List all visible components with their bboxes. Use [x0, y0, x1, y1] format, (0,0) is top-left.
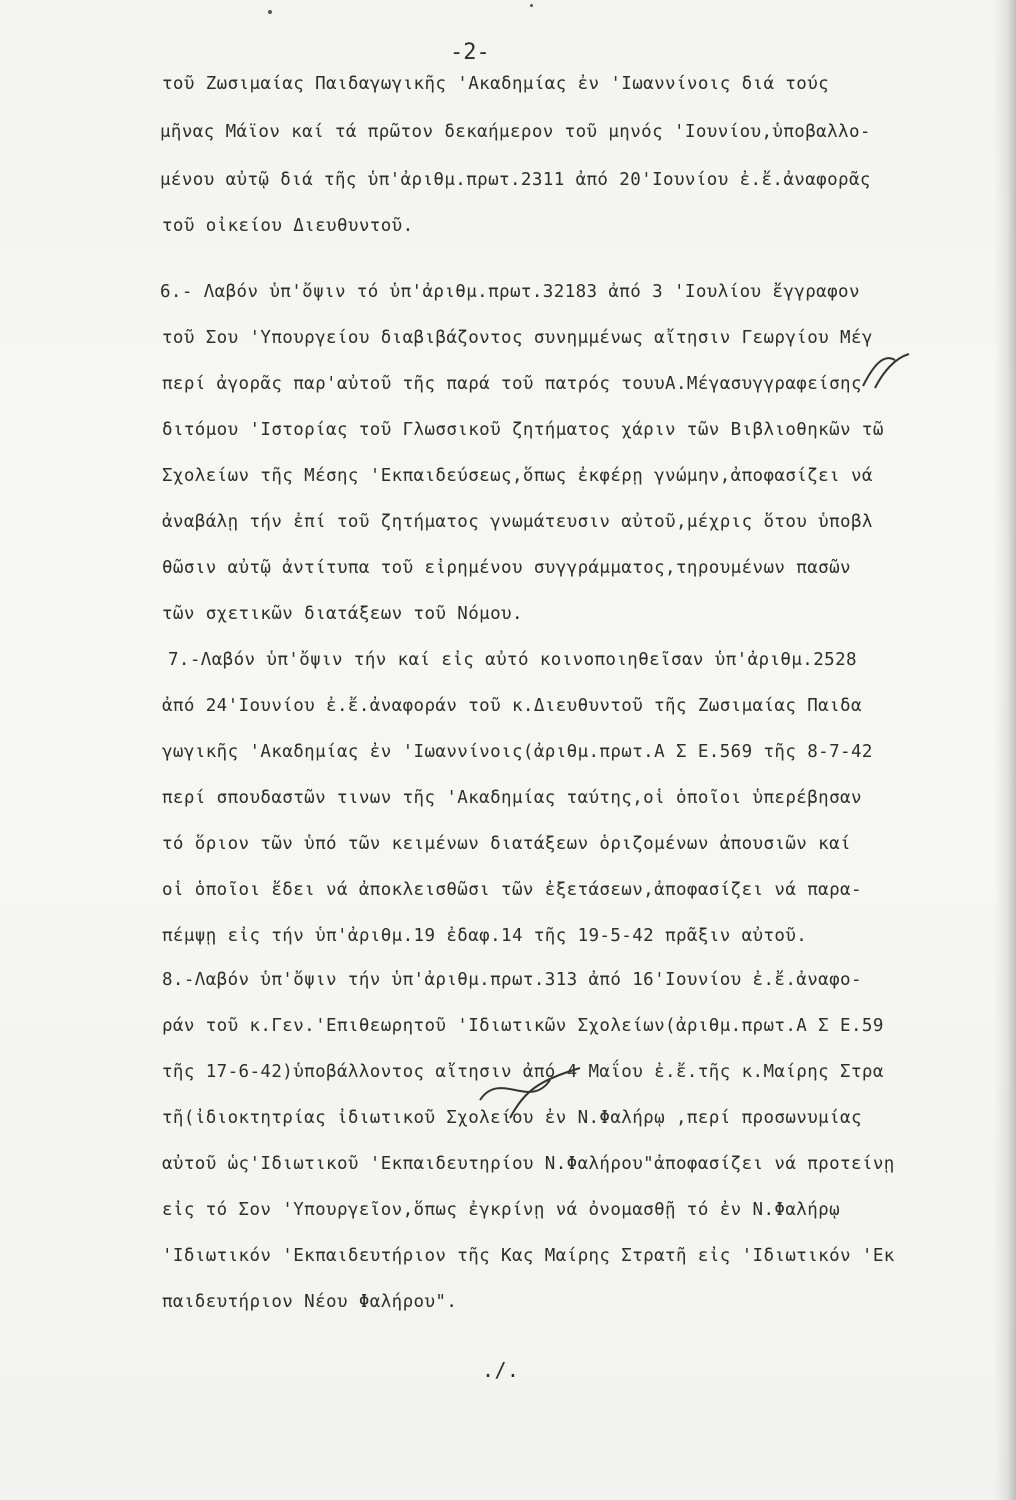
- text-line: τοῦ Ζωσιμαίας Παιδαγωγικῆς 'Ακαδημίας ἐν 'Ιωαννίνοις διά τούς: [162, 74, 830, 94]
- paper-speck: [530, 4, 533, 7]
- text-line: πέμψῃ εἰς τήν ὑπ'ἀριθμ.19 ἐδαφ.14 τῆς 19-5-42 πρᾶξιν αὐτοῦ.: [162, 926, 808, 946]
- text-line: 7.-Λαβόν ὑπ'ὄψιν τήν καί εἰς αὐτό κοινοποιηθεῖσαν ὑπ'ἀριθμ.2528: [168, 650, 857, 670]
- text-line: 6.- Λαβόν ὑπ'ὄψιν τό ὑπ'ἀριθμ.πρωτ.32183 ἀπό 3 'Ιουλίου ἔγγραφον: [160, 282, 860, 302]
- text-line: 8.-Λαβόν ὑπ'ὄψιν τήν ὑπ'ἀριθμ.πρωτ.313 ἀπό 16'Ιουνίου ἐ.ἔ.ἀναφο-: [162, 970, 862, 990]
- text-line: γωγικῆς 'Ακαδημίας ἐν 'Ιωαννίνοις(ἀριθμ.πρωτ.Α Σ Ε.569 τῆς 8-7-42: [162, 742, 873, 762]
- handwritten-correction-icon: [470, 1060, 590, 1120]
- text-line: Σχολείων τῆς Μέσης 'Εκπαιδεύσεως,ὅπως ἐκφέρῃ γνώμην,ἀποφασίζει νά: [162, 466, 873, 486]
- text-line: αὐτοῦ ὡς'Ιδιωτικοῦ 'Εκπαιδευτηρίου Ν.Φαλήρου"ἀποφασίζει νά προτείνῃ: [162, 1154, 895, 1174]
- text-line: τοῦ οἰκείου Διευθυντοῦ.: [162, 216, 414, 236]
- end-mark: ./.: [482, 1358, 520, 1382]
- text-line: μένου αὐτῷ διά τῆς ὑπ'ἀριθμ.πρωτ.2311 ἀπό 20'Ιουνίου ἐ.ἔ.ἀναφορᾶς: [160, 170, 871, 190]
- text-line: μῆνας Μάϊον καί τά πρῶτον δεκαήμερον τοῦ μηνός 'Ιουνίου,ὑποβαλλο-: [160, 122, 871, 142]
- text-line: 'Ιδιωτικόν 'Εκπαιδευτήριον τῆς Κας Μαίρης Στρατῆ εἰς 'Ιδιωτικόν 'Εκ: [162, 1246, 895, 1266]
- text-line: περί σπουδαστῶν τινων τῆς 'Ακαδημίας ταύτης,οἱ ὁποῖοι ὑπερέβησαν: [162, 788, 862, 808]
- page-edge-shadow: [994, 0, 1016, 1500]
- text-line: τοῦ Σου 'Υπουργείου διαβιβάζοντος συνημμένως αἴτησιν Γεωργίου Μέγ: [162, 328, 873, 348]
- text-line: τό ὅριον τῶν ὑπό τῶν κειμένων διατάξεων ὁριζομένων ἀπουσιῶν καί: [162, 834, 851, 854]
- text-line: ἀπό 24'Ιουνίου ἐ.ἔ.ἀναφοράν τοῦ κ.Διευθυντοῦ τῆς Ζωσιμαίας Παιδα: [162, 696, 862, 716]
- handwritten-mark-icon: [855, 352, 915, 392]
- text-line: ἀναβάλῃ τήν ἐπί τοῦ ζητήματος γνωμάτευσιν αὐτοῦ,μέχρις ὅτου ὑποβλ: [162, 512, 873, 532]
- text-line: τῶν σχετικῶν διατάξεων τοῦ Νόμου.: [162, 604, 523, 624]
- text-line: θῶσιν αὐτῷ ἀντίτυπα τοῦ εἰρημένου συγγράμματος,τηρουμένων πασῶν: [162, 558, 851, 578]
- text-line: τῆς 17-6-42)ὑποβάλλοντος αἴτησιν ἀπό 4 Μαΐου ἐ.ἔ.τῆς κ.Μαίρης Στρα: [162, 1062, 884, 1082]
- paper-speck: [268, 10, 272, 14]
- text-line: παιδευτήριον Νέου Φαλήρου".: [162, 1292, 458, 1312]
- page-number: -2-: [450, 40, 490, 65]
- text-line: εἰς τό Σον 'Υπουργεῖον,ὅπως ἐγκρίνῃ νά ὀνομασθῇ τό ἐν Ν.Φαλήρῳ: [162, 1200, 841, 1220]
- text-line: διτόμου 'Ιστορίας τοῦ Γλωσσικοῦ ζητήματος χάριν τῶν Βιβλιοθηκῶν τῶ: [162, 420, 884, 440]
- text-line: τῆ(ἰδιοκτητρίας ἰδιωτικοῦ Σχολείου ἐν Ν.Φαλήρῳ ,περί προσωνυμίας: [162, 1108, 862, 1128]
- text-line: περί ἀγορᾶς παρ'αὐτοῦ τῆς παρά τοῦ πατρός τουυΑ.Μέγασυγγραφείσης: [162, 374, 862, 394]
- text-line: ράν τοῦ κ.Γεν.'Επιθεωρητοῦ 'Ιδιωτικῶν Σχολείων(ἀριθμ.πρωτ.Α Σ Ε.59: [162, 1016, 884, 1036]
- text-line: οἱ ὁποῖοι ἔδει νά ἀποκλεισθῶσι τῶν ἐξετάσεων,ἀποφασίζει νά παρα-: [162, 880, 862, 900]
